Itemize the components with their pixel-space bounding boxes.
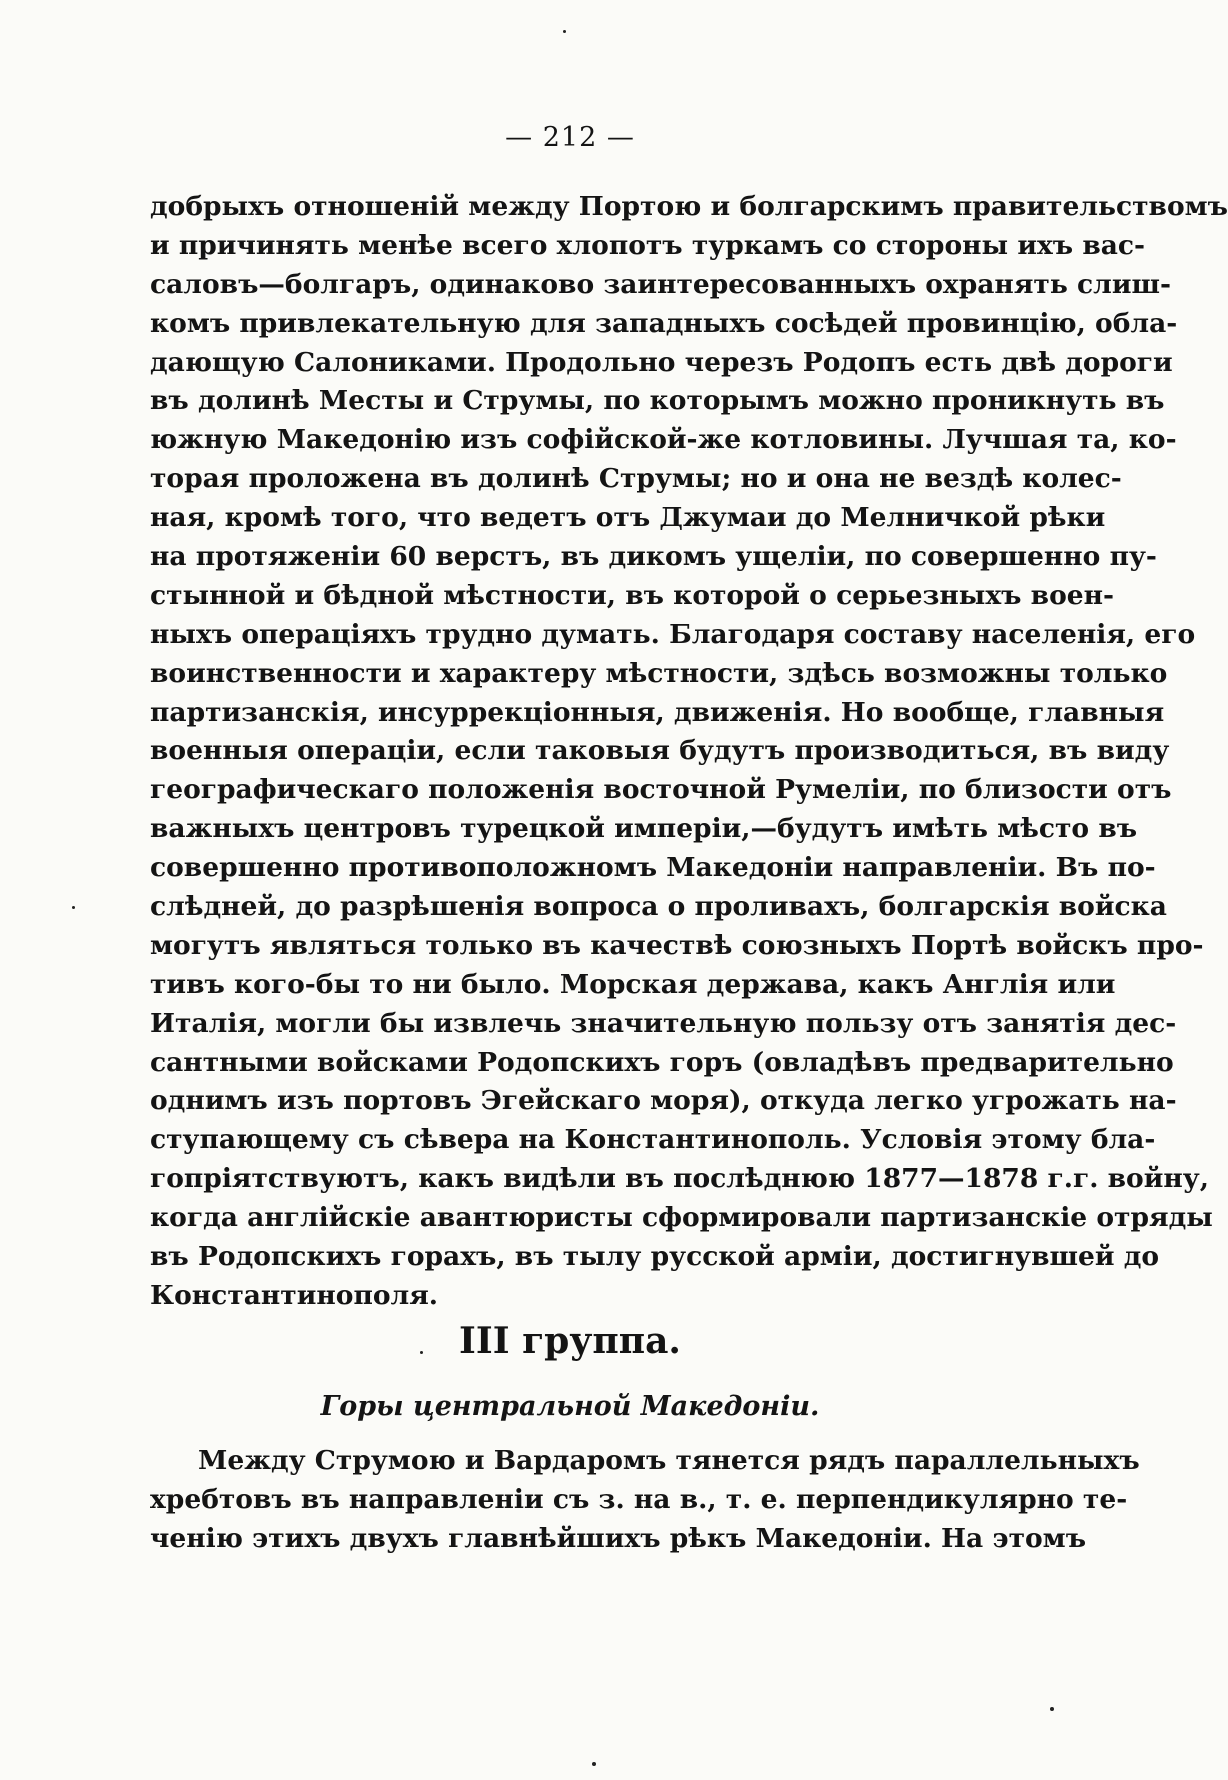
text-line: ченiю этихъ двухъ главнѣйшихъ рѣкъ Македонiи. На этомъ [150,1522,1087,1554]
text-line: комъ привлекательную для западныхъ сосѣдей провинцiю, обла- [150,307,1178,339]
text-line: дающую Салониками. Продольно черезъ Родопъ есть двѣ дороги [150,346,1173,378]
scan-speck [420,1351,423,1354]
text-line: могутъ являться только въ качествѣ союзныхъ Портѣ войскъ про- [150,929,1204,961]
text-line: однимъ изъ портовъ Эгейскаго моря), откуда легко угрожать на- [150,1085,1177,1117]
text-line: добрыхъ отношенiй между Портою и болгарскимъ правительствомъ [150,191,1228,222]
text-line: хребтовъ въ направленiи съ з. на в., т. е. перпендикулярно те- [150,1483,1128,1515]
text-line: тивъ кого-бы то ни было. Морская держава, какъ Англiя или [150,968,1116,1000]
text-line: ступающему съ сѣвера на Константинополь. Условiя этому бла- [150,1124,1156,1156]
scan-speck [592,1762,596,1766]
text-line: когда англiйскiе авантюристы сформировали партизанскiе отряды [150,1202,1213,1234]
text-line: въ долинѣ Месты и Струмы, по которымъ можно проникнуть въ [150,385,1165,417]
text-line: Константинополя. [150,1279,439,1311]
text-line: Италiя, могли бы извлечь значительную пользу отъ занятiя дес- [150,1007,1177,1039]
text-line: стынной и бѣдной мѣстности, въ которой о серьезныхъ воен- [150,579,1115,611]
text-line: ная, кромѣ того, что ведетъ отъ Джумаи до Мелничкой рѣки [150,502,1106,534]
text-line: важныхъ центровъ турецкой имперiи,—будутъ имѣть мѣсто въ [150,813,1138,845]
text-line: сантными войсками Родопскихъ горъ (овладѣвъ предварительно [150,1046,1174,1078]
text-line: саловъ—болгаръ, одинаково заинтересованныхъ охранять слиш- [150,268,1171,300]
scan-speck [1050,1707,1054,1711]
text-line: гопрiятствуютъ, какъ видѣли въ послѣднюю 1877—1878 г.г. войну, [150,1163,1209,1195]
scan-speck [72,906,75,909]
scan-speck [563,30,566,33]
text-line: ныхъ операцiяхъ трудно думать. Благодаря составу населенiя, его [150,618,1196,650]
text-line: на протяженiи 60 верстъ, въ дикомъ ущелiи, по совершенно пу- [150,541,1157,573]
text-line: географическаго положенiя восточной Румелiи, по близости отъ [150,774,1172,806]
text-line: въ Родопскихъ горахъ, въ тылу русской армiи, достигнувшей до [150,1241,1160,1273]
text-line: партизанскiя, инсуррекцiонныя, движенiя. Но вообще, главныя [150,696,1165,728]
text-line: воинственности и характеру мѣстности, здѣсь возможны только [150,657,1168,689]
text-line: совершенно противоположномъ Македонiи направленiи. Въ по- [150,852,1156,884]
text-line: и причинять менѣе всего хлопотъ туркамъ со стороны ихъ вас- [150,229,1146,261]
text-line: слѣдней, до разрѣшенiя вопроса о проливахъ, болгарскiя войска [150,891,1167,923]
paragraph-main [150,188,1228,1316]
text-line: Между Струмою и Вардаромъ тянется рядъ параллельныхъ [198,1445,1140,1476]
text-line: южную Македонiю изъ софiйской-же котловины. Лучшая та, ко- [150,424,1177,456]
section-heading: III группа. [459,1320,681,1362]
text-line: военныя операцiи, если таковыя будутъ производиться, въ виду [150,735,1170,767]
section-subtitle: Горы центральной Македонiи. [320,1391,820,1422]
paragraph-section [150,1442,1140,1559]
text-line: торая проложена въ долинѣ Струмы; но и она не вездѣ колес- [150,463,1122,495]
page-number: — 212 — [505,122,635,153]
